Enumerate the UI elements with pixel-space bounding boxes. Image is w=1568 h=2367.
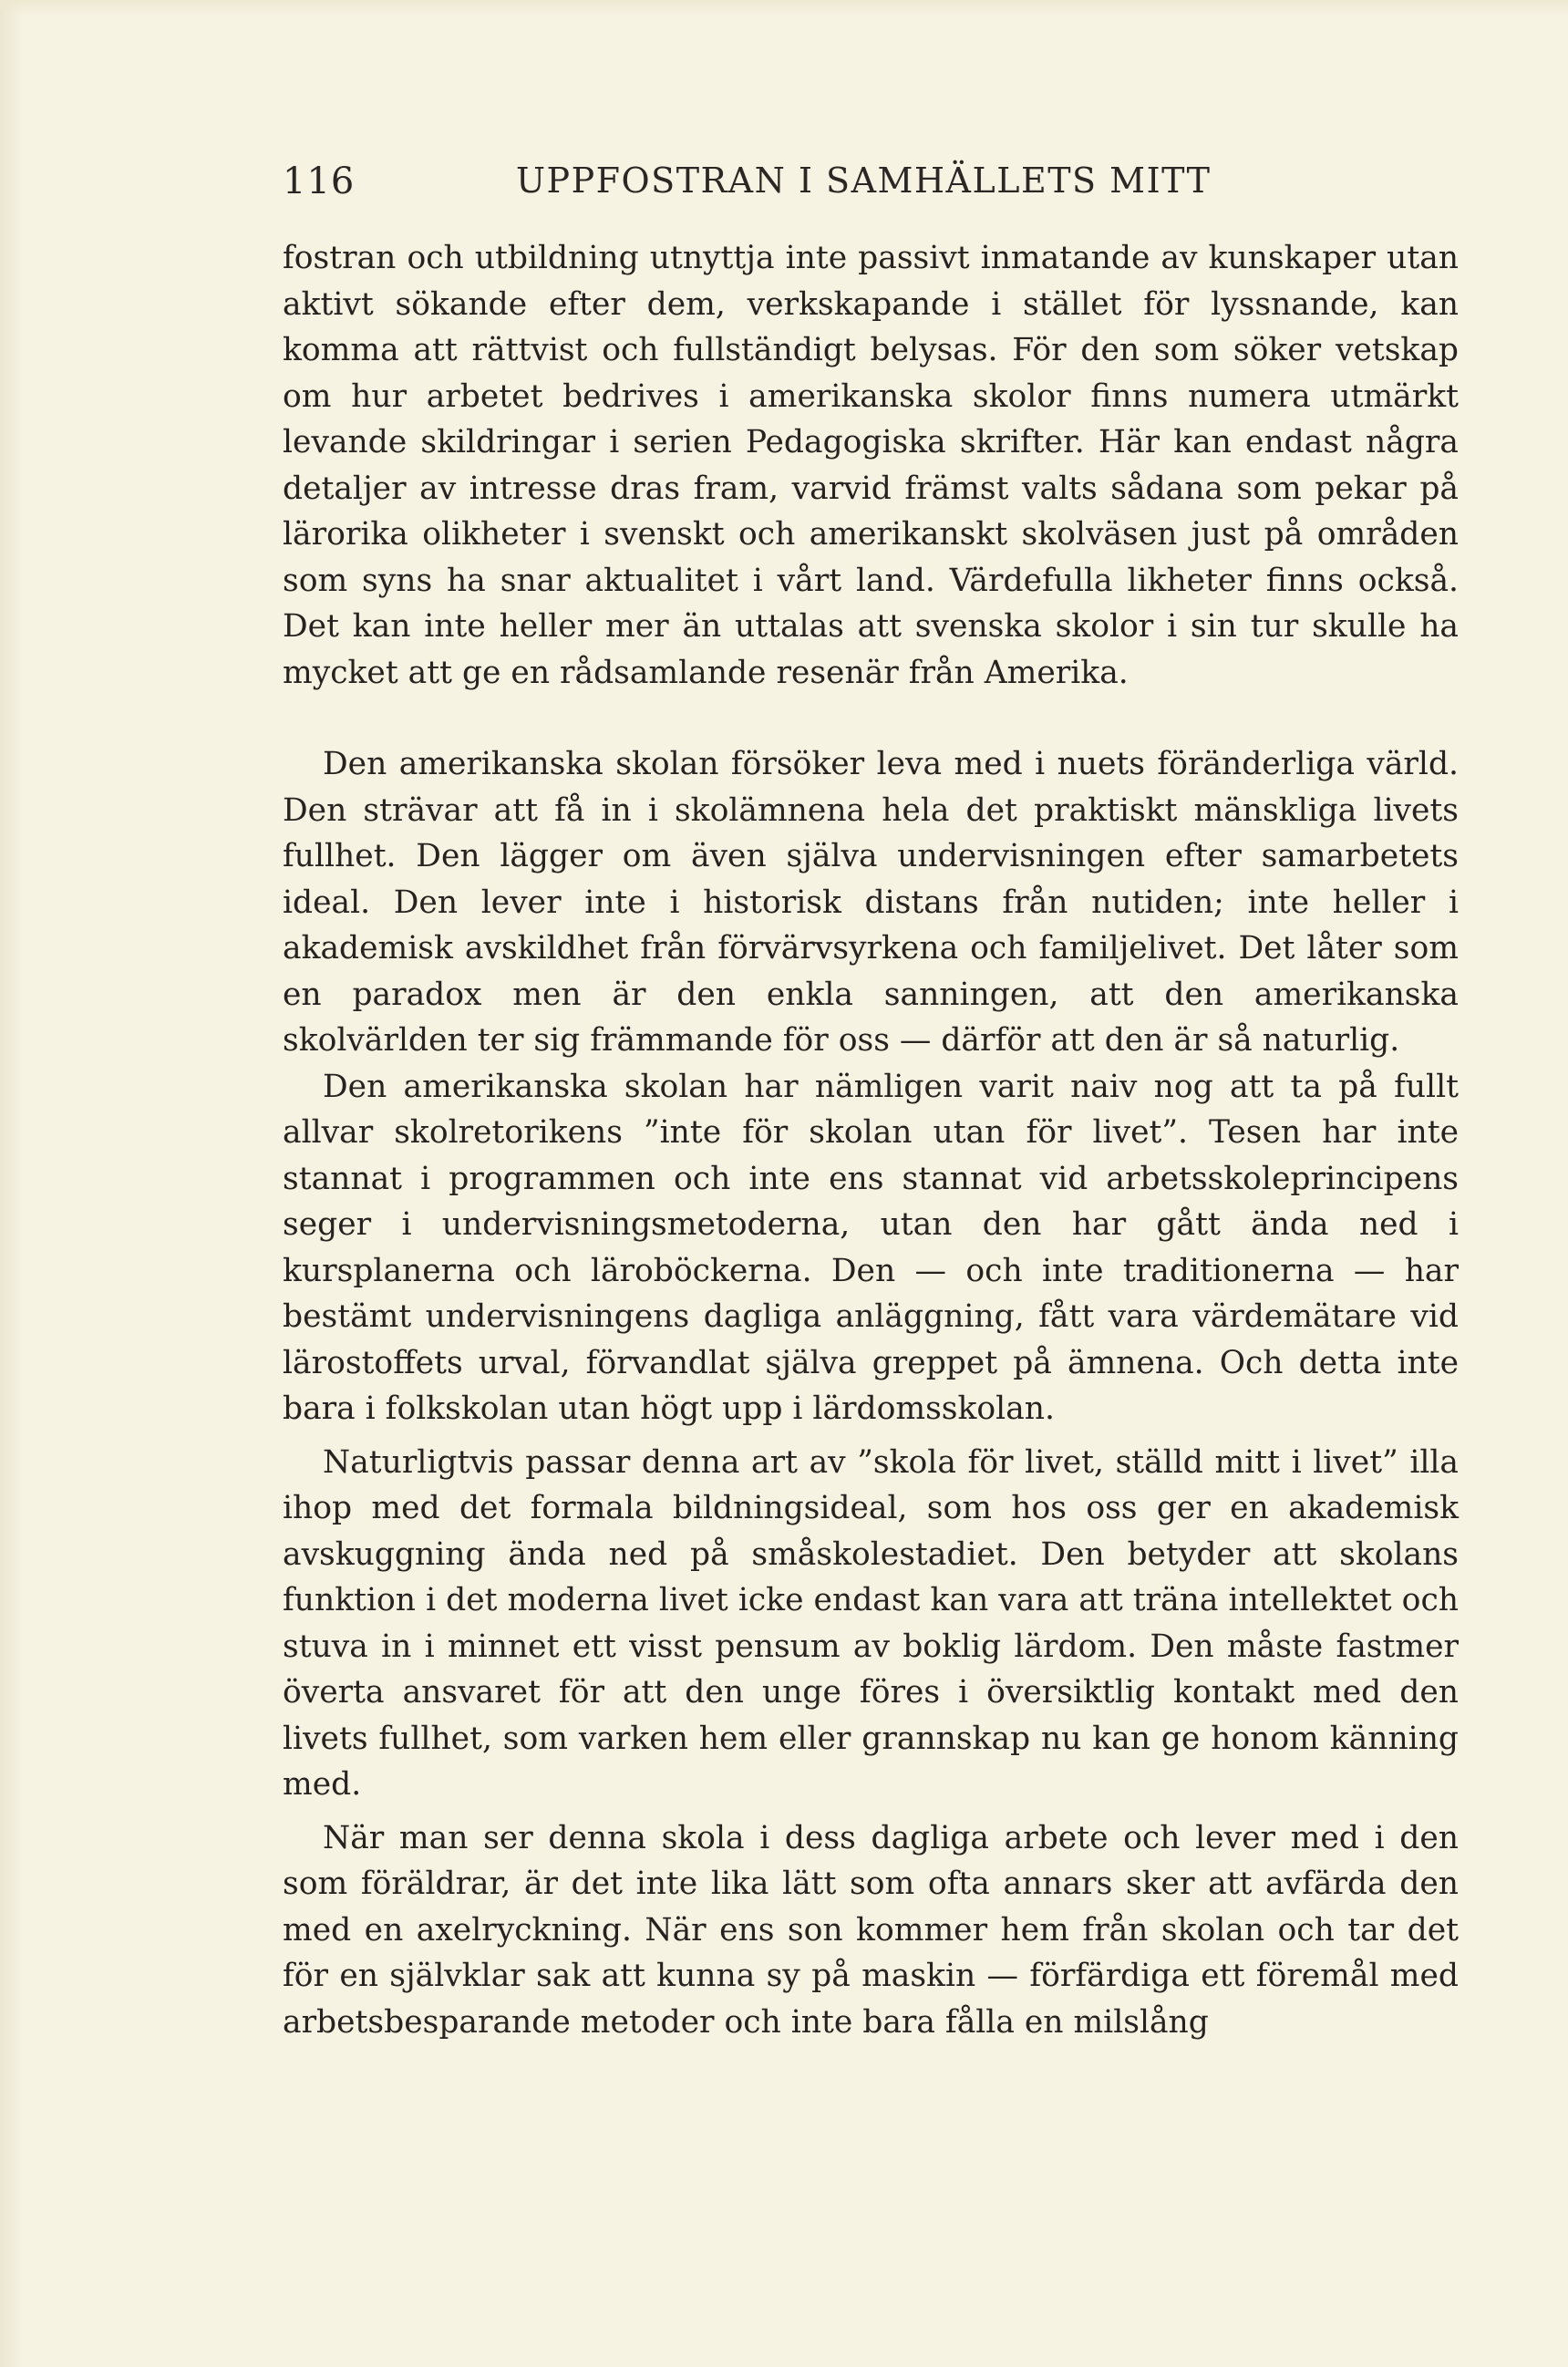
page-header [283,153,1459,208]
paragraph-continued: fostran och utbildning utnyttja inte passivt inmatande av kunskaper utan aktivt sökande efter dem, verkskapande i stället för lyssnande, kan komma att rättvist och fullständigt belysas. För den som söker vetskap om hur arbetet bedrives i amerikanska skolor finns numera utmärkt levande skildringar i serien Pedagogiska skrifter. Här kan endast några detaljer av intresse dras fram, varvid främst valts sådana som pekar på lärorika olikheter i svenskt och amerikanskt skolväsen just på områden som syns ha snar aktualitet i vårt land. Värdefulla likheter finns också. Det kan inte heller mer än uttalas att svenska skolor i sin tur skulle ha mycket att ge en rådsamlande resenär från Amerika. [283,240,1459,691]
paragraph: Naturligtvis passar denna art av ”skola för livet, ställd mitt i livet” illa ihop med det formala bildningsideal, som hos oss ger en akademisk avskuggning ända ned på småskolestadiet. Den betyder att skolans funktion i det moderna livet icke endast kan vara att träna intellektet och stuva in i minnet ett visst pensum av boklig lärdom. Den måste fastmer överta ansvaret för att den unge föres i översiktlig kontakt med den livets fullhet, som varken hem eller grannskap nu kan ge honom känning med. [283,1443,1459,1803]
paragraph: När man ser denna skola i dess dagliga arbete och lever med i den som föräldrar, är det inte lika lätt som ofta annars sker att avfärda den med en axelryckning. När ens son kommer hem från skolan och tar det för en självklar sak att kunna sy på maskin — förfärdiga ett föremål med arbetsbesparande metoder och inte bara fålla en milslång [283,1819,1459,2041]
paragraph: Den amerikanska skolan har nämligen varit naiv nog att ta på fullt allvar skolretorikens ”inte för skolan utan för livet”. Tesen har inte stannat i programmen och inte ens stannat vid arbetsskoleprincipens seger i undervisningsmetoderna, utan den har gått ända ned i kursplanerna och läroböckerna. Den — och inte traditionerna — har bestämt undervisningens dagliga anläggning, fått vara värdemätare vid lärostoffets urval, förvandlat själva greppet på ämnena. Och detta inte bara i folkskolan utan högt upp i lärdomsskolan. [283,1068,1459,1427]
page-number: 116 [283,160,356,202]
paragraph: Den amerikanska skolan försöker leva med i nuets föränderliga värld. Den strävar att få in i skolämnena hela det praktiskt mänskliga livets fullhet. Den lägger om även själva undervisningen efter samarbetets ideal. Den lever inte i historisk distans från nutiden; inte heller i akademisk avskildhet från förvärvsyrkena och familjelivet. Det låter som en paradox men är den enkla sanningen, att den amerikanska skolvärlden ter sig främmande för oss — därför att den är så naturlig. [283,746,1459,1059]
body-text [283,235,1459,2052]
running-title: UPPFOSTRAN I SAMHÄLLETS MITT [516,160,1212,201]
